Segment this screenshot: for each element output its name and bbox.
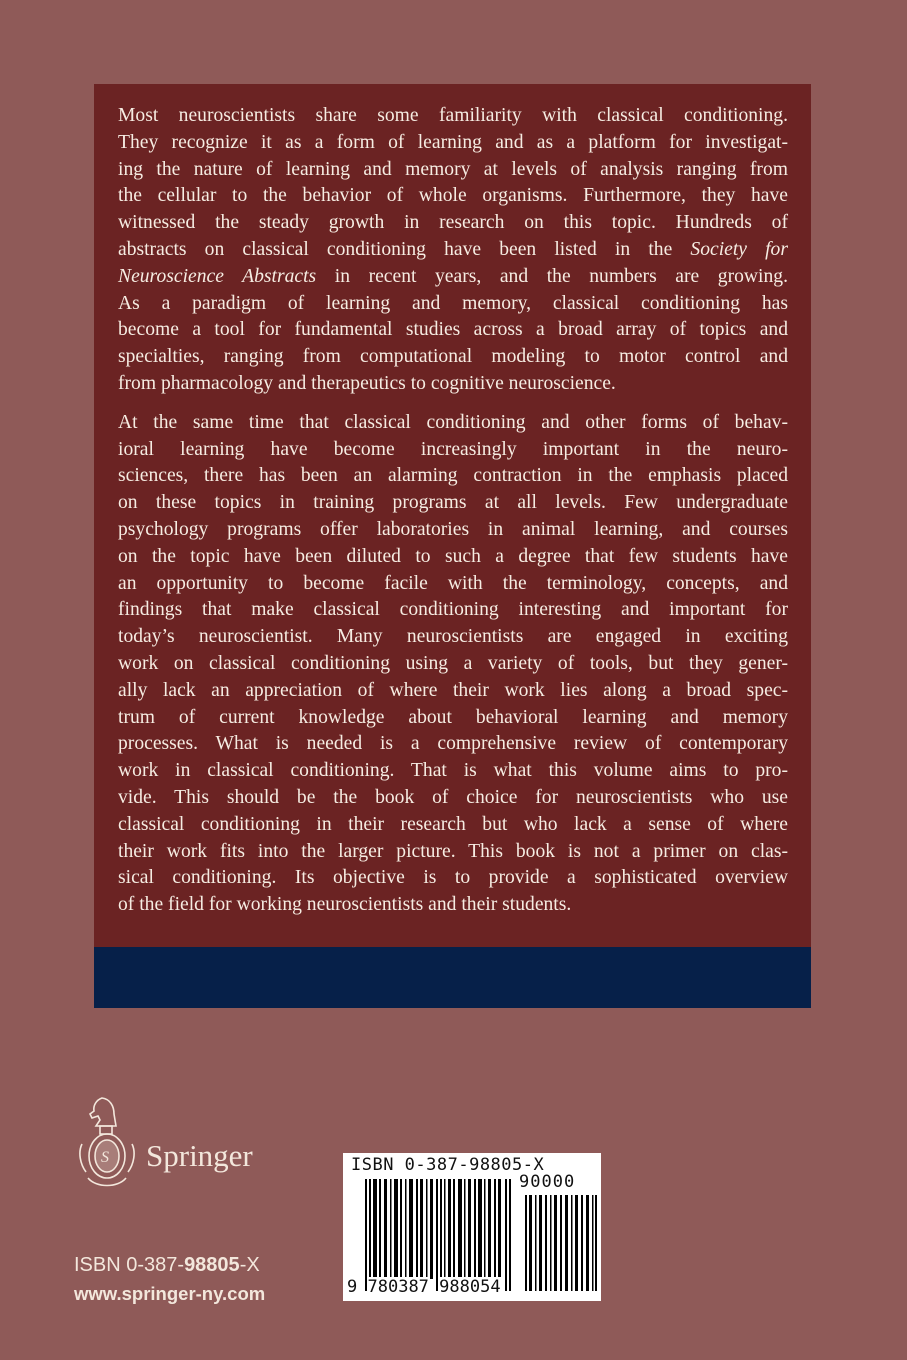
text-line xyxy=(118,264,788,291)
blue-band xyxy=(94,947,811,1008)
text-line: ing the nature of learning and memory at levels of analysis ranging from xyxy=(118,158,788,180)
text-line: classical conditioning in their research but who lack a sense of where xyxy=(118,813,788,835)
barcode-digits xyxy=(347,1277,501,1297)
text-fragment: abstracts on classical conditioning have been listed in the xyxy=(118,238,673,260)
isbn-suffix: -X xyxy=(239,1254,260,1276)
text-line: They recognize it as a form of learning and as a platform for investigat- xyxy=(118,131,788,153)
text-line: their work fits into the larger picture. This book is not a primer on clas- xyxy=(118,840,788,862)
text-line: an opportunity to become facile with the terminology, concepts, and xyxy=(118,572,788,594)
text-fragment: in recent years, and the numbers are growing. xyxy=(316,265,788,287)
text-line: from pharmacology and therapeutics to cognitive neuroscience. xyxy=(118,372,616,394)
text-line: become a tool for fundamental studies across a broad array of topics and xyxy=(118,319,788,341)
text-line: sciences, there has been an alarming contraction in the emphasis placed xyxy=(118,465,788,487)
blurb-paragraph-2 xyxy=(118,410,788,919)
text-line: witnessed the steady growth in research on this topic. Hundreds of xyxy=(118,212,788,234)
text-line: specialties, ranging from computational modeling to motor control and xyxy=(118,346,788,368)
text-line: processes. What is needed is a comprehensive review of contemporary xyxy=(118,733,788,755)
barcode-addon-bars-icon xyxy=(525,1195,598,1291)
text-line: findings that make classical conditioning interesting and important for xyxy=(118,599,788,621)
barcode-price-code: 90000 xyxy=(519,1172,576,1192)
blurb-text xyxy=(118,103,788,931)
text-line: the cellular to the behavior of whole organisms. Furthermore, they have xyxy=(118,185,788,207)
text-line: work on classical conditioning using a variety of tools, but they gener- xyxy=(118,652,788,674)
isbn-text xyxy=(74,1254,260,1277)
text-line: psychology programs offer laboratories in animal learning, and courses xyxy=(118,518,788,540)
isbn-bold: 98805 xyxy=(184,1254,240,1276)
ean-first-digit: 9 xyxy=(347,1277,358,1297)
italic-journal-title: Neuroscience Abstracts xyxy=(118,265,317,287)
barcode-isbn-label: ISBN 0-387-98805-X xyxy=(351,1155,545,1175)
text-line: Most neuroscientists share some familiarity with classical conditioning. xyxy=(118,105,788,126)
text-line: vide. This should be the book of choice for neuroscientists who use xyxy=(118,786,788,808)
barcode-bars-icon xyxy=(365,1179,512,1291)
text-line: work in classical conditioning. That is what this volume aims to pro- xyxy=(118,760,788,782)
text-line: trum of current knowledge about behavioral learning and memory xyxy=(118,706,788,728)
text-line: on the topic have been diluted to such a degree that few students have xyxy=(118,545,788,567)
svg-text:S: S xyxy=(101,1149,109,1166)
springer-knight-logo-icon xyxy=(76,1094,138,1194)
barcode xyxy=(343,1153,601,1301)
isbn-prefix: ISBN 0-387- xyxy=(74,1254,185,1276)
blurb-paragraph-1 xyxy=(118,103,788,398)
text-line: ally lack an appreciation of where their work lies along a broad spec- xyxy=(118,679,788,701)
text-line xyxy=(118,237,788,264)
text-line: ioral learning have become increasingly important in the neuro- xyxy=(118,438,788,460)
text-line: At the same time that classical conditioning and other forms of behav- xyxy=(118,411,788,433)
publisher-url: www.springer-ny.com xyxy=(74,1283,266,1304)
text-line: today’s neuroscientist. Many neuroscientists are engaged in exciting xyxy=(118,626,788,648)
text-line: of the field for working neuroscientists and their students. xyxy=(118,894,572,916)
italic-journal-title: Society for xyxy=(690,238,788,260)
text-line: on these topics in training programs at all levels. Few undergraduate xyxy=(118,492,788,514)
text-line: As a paradigm of learning and memory, classical conditioning has xyxy=(118,292,788,314)
ean-right-digits: 988054 xyxy=(439,1277,501,1297)
publisher-name: Springer xyxy=(146,1138,253,1173)
text-line: sical conditioning. Its objective is to provide a sophisticated overview xyxy=(118,867,788,889)
ean-left-digits: 780387 xyxy=(367,1277,429,1297)
